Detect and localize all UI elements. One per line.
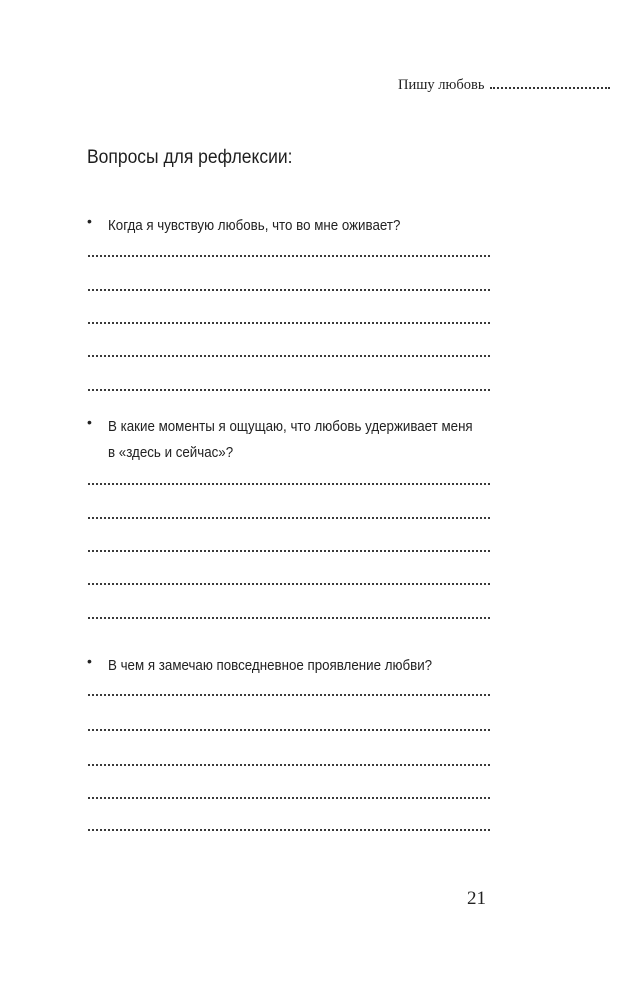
answer-line[interactable] [88, 255, 490, 257]
running-header-title: Пишу любовь [398, 77, 485, 93]
question-1 [87, 213, 508, 239]
answer-line[interactable] [88, 583, 490, 585]
bullet-icon: • [87, 653, 92, 669]
question-text: В чем я замечаю повседневное проявление любви? [108, 658, 433, 674]
answer-line[interactable] [88, 694, 490, 696]
answer-line[interactable] [88, 729, 490, 731]
answer-line[interactable] [88, 797, 490, 799]
answer-line[interactable] [88, 764, 490, 766]
answer-line[interactable] [88, 322, 490, 324]
answer-line[interactable] [88, 355, 490, 357]
answer-line[interactable] [88, 289, 490, 291]
answer-line[interactable] [88, 389, 490, 391]
bullet-icon: • [87, 414, 92, 430]
question-text: Когда я чувствую любовь, что во мне оживает? [108, 218, 401, 234]
answer-line[interactable] [88, 829, 490, 831]
running-header [398, 77, 610, 94]
section-title: Вопросы для рефлексии: [87, 147, 293, 168]
answer-line[interactable] [88, 617, 490, 619]
question-3 [87, 653, 508, 679]
question-text: В какие моменты я ощущаю, что любовь удерживает меня в «здесь и сейчас»? [108, 419, 473, 461]
answer-line[interactable] [88, 483, 490, 485]
page-number: 21 [467, 888, 486, 909]
running-header-dotted-leader [490, 78, 610, 89]
answer-line[interactable] [88, 517, 490, 519]
question-2 [87, 414, 508, 466]
bullet-icon: • [87, 213, 92, 229]
answer-line[interactable] [88, 550, 490, 552]
